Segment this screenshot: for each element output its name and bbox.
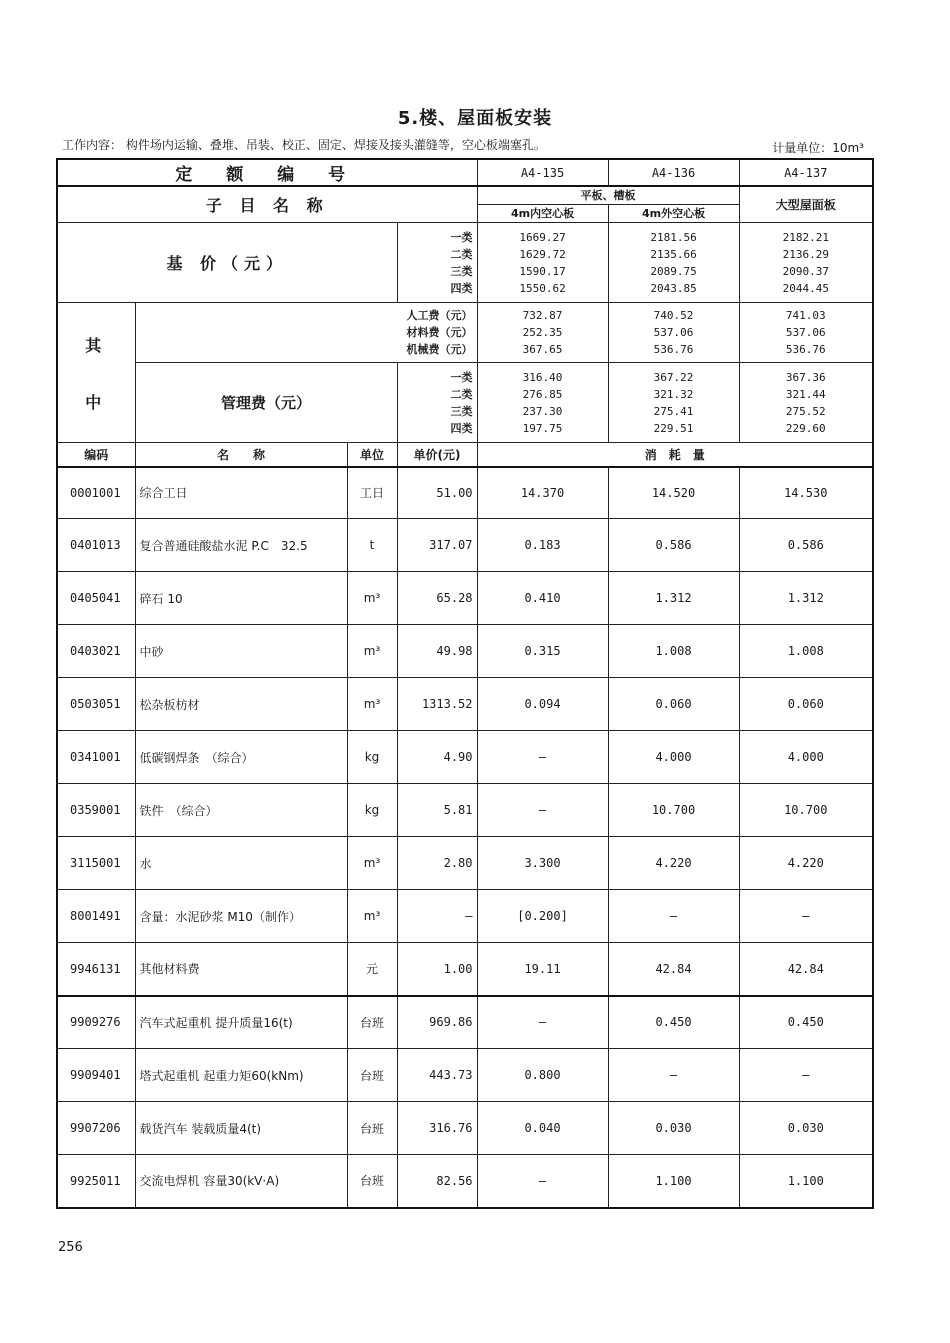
item-consumption-1: 0.410	[477, 572, 608, 625]
item-consumption-2: 0.060	[608, 678, 739, 731]
col-consumption-header: 消 耗 量	[477, 443, 873, 467]
item-unit: m³	[347, 572, 397, 625]
item-name: 水	[135, 837, 347, 890]
item-row	[57, 837, 873, 890]
item-price: 443.73	[397, 1049, 477, 1102]
item-name: 载货汽车 装载质量4(t)	[135, 1102, 347, 1155]
item-unit: 工日	[347, 467, 397, 519]
base-price-col-2: 2181.56 2135.66 2089.75 2043.85	[608, 223, 739, 303]
item-code: 9909401	[57, 1049, 135, 1102]
item-unit: 台班	[347, 1049, 397, 1102]
page-title: 5.楼、屋面板安装	[397, 108, 553, 129]
item-unit: 台班	[347, 996, 397, 1049]
item-consumption-3: 14.530	[739, 467, 873, 519]
item-name: 塔式起重机 起重力矩60(kNm)	[135, 1049, 347, 1102]
item-consumption-3: 0.450	[739, 996, 873, 1049]
item-row	[57, 996, 873, 1049]
item-price: 82.56	[397, 1155, 477, 1208]
cost-labels: 人工费（元） 材料费（元） 机械费（元）	[135, 303, 477, 363]
item-consumption-1: –	[477, 731, 608, 784]
item-consumption-3: 0.586	[739, 519, 873, 572]
item-price: 1.00	[397, 943, 477, 996]
quota-code-3: A4-137	[739, 159, 873, 186]
item-unit: m³	[347, 678, 397, 731]
item-consumption-3: –	[739, 890, 873, 943]
item-unit: m³	[347, 890, 397, 943]
item-price: 51.00	[397, 467, 477, 519]
item-consumption-2: 10.700	[608, 784, 739, 837]
cost-col-3: 741.03 537.06 536.76	[739, 303, 873, 363]
item-consumption-2: 4.220	[608, 837, 739, 890]
item-consumption-2: –	[608, 1049, 739, 1102]
cost-col-1: 732.87 252.35 367.65	[477, 303, 608, 363]
item-consumption-3: 4.000	[739, 731, 873, 784]
item-consumption-2: 14.520	[608, 467, 739, 519]
item-consumption-1: –	[477, 784, 608, 837]
item-row	[57, 1155, 873, 1208]
item-name: 低碳钢焊条 （综合）	[135, 731, 347, 784]
item-consumption-1: 0.094	[477, 678, 608, 731]
item-consumption-3: 0.030	[739, 1102, 873, 1155]
item-code: 0001001	[57, 467, 135, 519]
item-consumption-1: 0.040	[477, 1102, 608, 1155]
item-consumption-2: 0.450	[608, 996, 739, 1049]
item-name: 综合工日	[135, 467, 347, 519]
item-unit: m³	[347, 837, 397, 890]
item-consumption-1: 19.11	[477, 943, 608, 996]
item-unit: kg	[347, 784, 397, 837]
item-row	[57, 519, 873, 572]
item-price: 1313.52	[397, 678, 477, 731]
item-consumption-2: 4.000	[608, 731, 739, 784]
item-price: 969.86	[397, 996, 477, 1049]
mgmt-classes: 一类 二类 三类 四类	[397, 363, 477, 443]
item-consumption-1: [0.200]	[477, 890, 608, 943]
item-row	[57, 784, 873, 837]
item-unit: kg	[347, 731, 397, 784]
item-code: 0503051	[57, 678, 135, 731]
item-row	[57, 731, 873, 784]
item-row	[57, 678, 873, 731]
item-unit: 元	[347, 943, 397, 996]
among-label: 其 中	[57, 303, 135, 443]
item-price: 317.07	[397, 519, 477, 572]
item-name: 汽车式起重机 提升质量16(t)	[135, 996, 347, 1049]
item-code: 9907206	[57, 1102, 135, 1155]
item-consumption-1: 0.183	[477, 519, 608, 572]
item-row	[57, 572, 873, 625]
item-consumption-1: –	[477, 1155, 608, 1208]
quota-code-label: 定 额 编 号	[57, 159, 477, 186]
item-consumption-1: 0.800	[477, 1049, 608, 1102]
item-consumption-3: 4.220	[739, 837, 873, 890]
item-row	[57, 467, 873, 519]
item-unit: m³	[347, 625, 397, 678]
item-code: 9909276	[57, 996, 135, 1049]
item-consumption-3: 1.100	[739, 1155, 873, 1208]
item-name: 碎石 10	[135, 572, 347, 625]
item-name: 中砂	[135, 625, 347, 678]
item-code: 0359001	[57, 784, 135, 837]
item-price: 49.98	[397, 625, 477, 678]
mgmt-col-1: 316.40 276.85 237.30 197.75	[477, 363, 608, 443]
item-price: –	[397, 890, 477, 943]
item-price: 4.90	[397, 731, 477, 784]
base-price-col-3: 2182.21 2136.29 2090.37 2044.45	[739, 223, 873, 303]
item-row	[57, 1049, 873, 1102]
col-code-header: 编码	[57, 443, 135, 467]
item-unit: 台班	[347, 1102, 397, 1155]
quota-table	[56, 158, 874, 1209]
col-price-header: 单价(元)	[397, 443, 477, 467]
group-label: 平板、槽板	[477, 186, 739, 205]
quota-code-2: A4-136	[608, 159, 739, 186]
mgmt-col-3: 367.36 321.44 275.52 229.60	[739, 363, 873, 443]
quota-code-1: A4-135	[477, 159, 608, 186]
item-unit: t	[347, 519, 397, 572]
item-consumption-1: 3.300	[477, 837, 608, 890]
item-code: 3115001	[57, 837, 135, 890]
item-name: 铁件 （综合）	[135, 784, 347, 837]
measure-unit: 计量单位：10m³	[772, 141, 864, 155]
item-consumption-3: 0.060	[739, 678, 873, 731]
item-consumption-2: 1.100	[608, 1155, 739, 1208]
item-name: 含量：水泥砂浆 M10（制作）	[135, 890, 347, 943]
item-unit: 台班	[347, 1155, 397, 1208]
item-name-2: 4m外空心板	[608, 205, 739, 223]
item-consumption-2: 0.586	[608, 519, 739, 572]
base-price-label: 基 价（元）	[57, 223, 397, 303]
item-consumption-2: 1.312	[608, 572, 739, 625]
item-consumption-2: 42.84	[608, 943, 739, 996]
item-code: 0341001	[57, 731, 135, 784]
cost-col-2: 740.52 537.06 536.76	[608, 303, 739, 363]
page-number: 256	[58, 1240, 83, 1255]
item-name: 复合普通硅酸盐水泥 P.C 32.5	[135, 519, 347, 572]
item-row	[57, 890, 873, 943]
mgmt-col-2: 367.22 321.32 275.41 229.51	[608, 363, 739, 443]
item-code: 8001491	[57, 890, 135, 943]
item-name-1: 4m内空心板	[477, 205, 608, 223]
col-unit-header: 单位	[347, 443, 397, 467]
base-price-classes: 一类 二类 三类 四类	[397, 223, 477, 303]
item-consumption-3: 42.84	[739, 943, 873, 996]
item-consumption-3: 10.700	[739, 784, 873, 837]
item-consumption-3: 1.008	[739, 625, 873, 678]
item-name: 交流电焊机 容量30(kV·A)	[135, 1155, 347, 1208]
item-name-3: 大型屋面板	[739, 186, 873, 223]
item-consumption-2: 1.008	[608, 625, 739, 678]
item-code: 9946131	[57, 943, 135, 996]
item-name: 其他材料费	[135, 943, 347, 996]
item-consumption-2: 0.030	[608, 1102, 739, 1155]
work-content: 工作内容： 构件场内运输、叠堆、吊装、校正、固定、焊接及接头灌缝等，空心板端塞孔。	[62, 138, 546, 152]
item-name-label: 子 目 名 称	[57, 186, 477, 223]
item-code: 0405041	[57, 572, 135, 625]
item-code: 9925011	[57, 1155, 135, 1208]
item-row	[57, 625, 873, 678]
mgmt-fee-label: 管理费（元）	[135, 363, 397, 443]
item-consumption-1: –	[477, 996, 608, 1049]
item-consumption-3: –	[739, 1049, 873, 1102]
col-name-header: 名 称	[135, 443, 347, 467]
item-row	[57, 943, 873, 996]
item-price: 2.80	[397, 837, 477, 890]
item-consumption-1: 14.370	[477, 467, 608, 519]
item-price: 65.28	[397, 572, 477, 625]
item-name: 松杂板枋材	[135, 678, 347, 731]
item-consumption-2: –	[608, 890, 739, 943]
item-consumption-1: 0.315	[477, 625, 608, 678]
item-code: 0401013	[57, 519, 135, 572]
item-row	[57, 1102, 873, 1155]
item-code: 0403021	[57, 625, 135, 678]
item-consumption-3: 1.312	[739, 572, 873, 625]
base-price-col-1: 1669.27 1629.72 1590.17 1550.62	[477, 223, 608, 303]
item-price: 316.76	[397, 1102, 477, 1155]
item-price: 5.81	[397, 784, 477, 837]
